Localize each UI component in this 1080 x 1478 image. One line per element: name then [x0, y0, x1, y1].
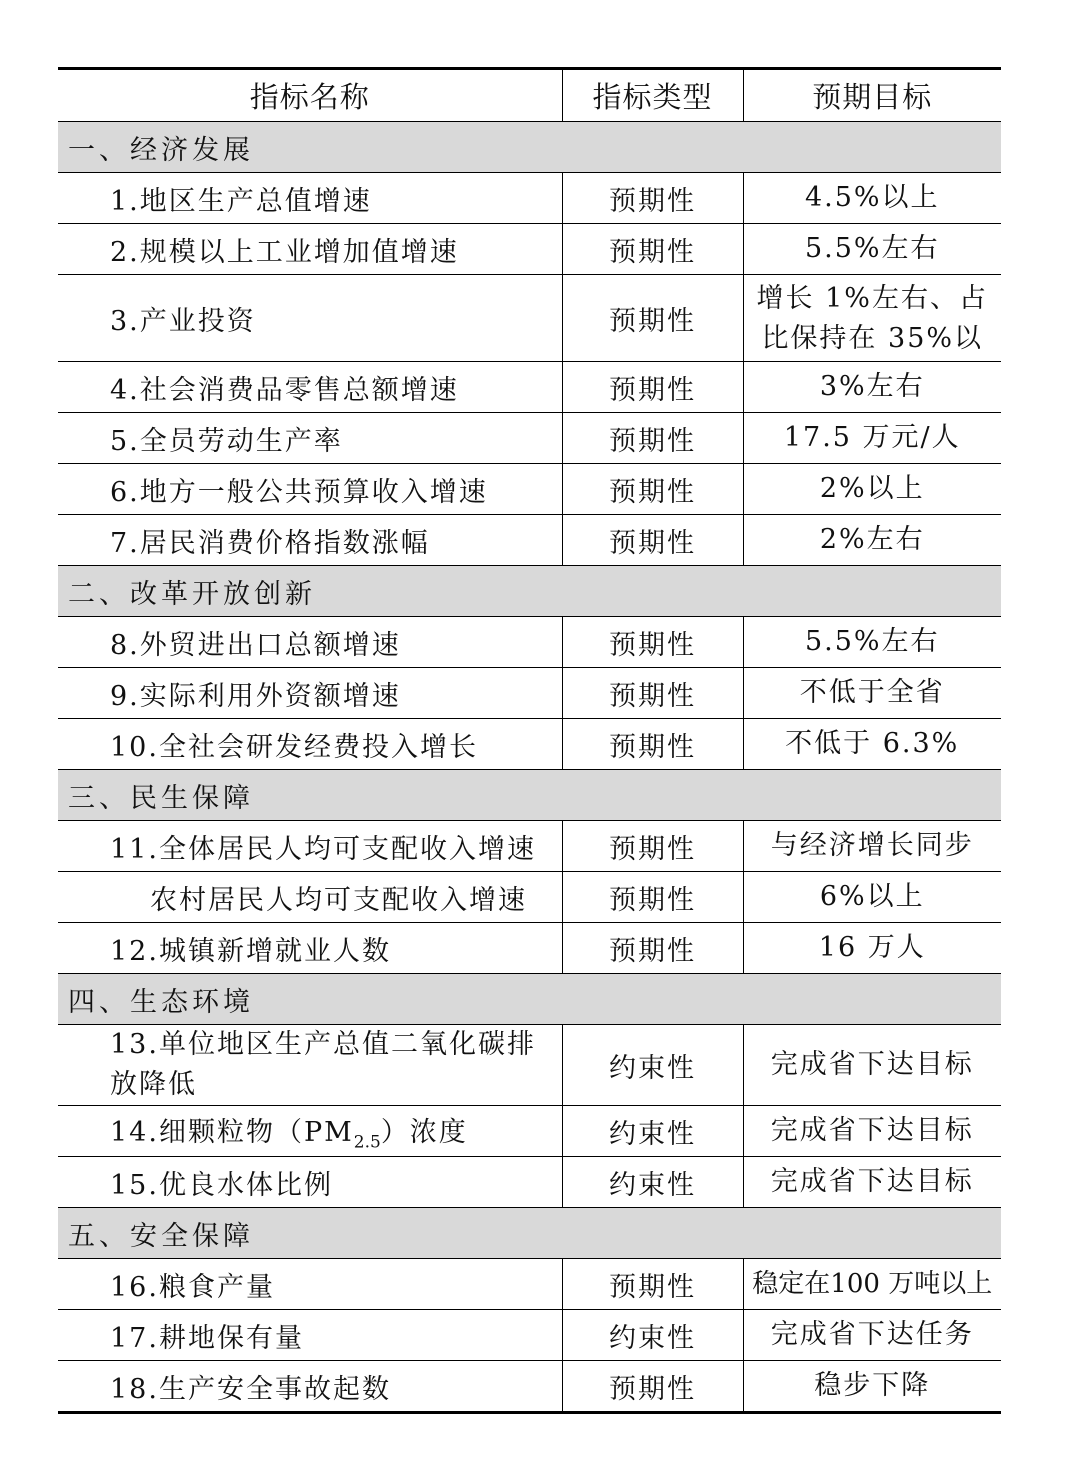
table-row — [58, 1361, 1001, 1413]
indicator-name: 6.地方一般公共预算收入增速 — [58, 464, 562, 515]
section-title: 三、民生保障 — [58, 770, 1001, 821]
indicator-name: 3.产业投资 — [58, 275, 562, 362]
indicator-target: 3%左右 — [743, 362, 1001, 413]
table-row — [58, 362, 1001, 413]
indicator-target: 稳定在100 万吨以上 — [743, 1259, 1001, 1310]
table-row — [58, 872, 1001, 923]
indicator-name: 4.社会消费品零售总额增速 — [58, 362, 562, 413]
table-row — [58, 275, 1001, 362]
indicator-type: 预期性 — [562, 515, 743, 566]
indicator-name: 16.粮食产量 — [58, 1259, 562, 1310]
table-row — [58, 1025, 1001, 1106]
indicator-target: 4.5%以上 — [743, 173, 1001, 224]
indicator-name-prefix: 14.细颗粒物（PM — [110, 1116, 354, 1148]
indicator-type: 预期性 — [562, 413, 743, 464]
indicator-target: 16 万人 — [743, 923, 1001, 974]
indicator-target: 不低于 6.3% — [743, 719, 1001, 770]
indicator-name: 11.全体居民人均可支配收入增速 — [58, 821, 562, 872]
section-title: 四、生态环境 — [58, 974, 1001, 1025]
table-row — [58, 413, 1001, 464]
indicator-type: 预期性 — [562, 668, 743, 719]
indicator-target: 17.5 万元/人 — [743, 413, 1001, 464]
indicator-type: 约束性 — [562, 1157, 743, 1208]
section-row — [58, 974, 1001, 1025]
indicator-name: 8.外贸进出口总额增速 — [58, 617, 562, 668]
indicator-target: 5.5%左右 — [743, 617, 1001, 668]
header-indicator-name: 指标名称 — [58, 69, 562, 122]
indicator-target: 完成省下达目标 — [743, 1106, 1001, 1157]
indicator-target: 完成省下达任务 — [743, 1310, 1001, 1361]
section-title: 二、改革开放创新 — [58, 566, 1001, 617]
section-row — [58, 566, 1001, 617]
indicator-type: 预期性 — [562, 617, 743, 668]
table-row — [58, 515, 1001, 566]
indicator-target: 2%以上 — [743, 464, 1001, 515]
table-row — [58, 617, 1001, 668]
indicator-type: 预期性 — [562, 923, 743, 974]
indicator-type: 预期性 — [562, 1361, 743, 1413]
indicator-type: 预期性 — [562, 224, 743, 275]
table-row — [58, 1259, 1001, 1310]
indicator-type: 预期性 — [562, 872, 743, 923]
indicator-target: 与经济增长同步 — [743, 821, 1001, 872]
indicator-name: 18.生产安全事故起数 — [58, 1361, 562, 1413]
table-row — [58, 1106, 1001, 1157]
indicator-name-suffix: ）浓度 — [380, 1116, 468, 1148]
indicator-type: 预期性 — [562, 1259, 743, 1310]
indicator-name: 7.居民消费价格指数涨幅 — [58, 515, 562, 566]
indicator-type: 约束性 — [562, 1106, 743, 1157]
indicator-type: 预期性 — [562, 719, 743, 770]
section-title: 一、经济发展 — [58, 122, 1001, 173]
indicator-name: 9.实际利用外资额增速 — [58, 668, 562, 719]
indicator-name: 10.全社会研发经费投入增长 — [58, 719, 562, 770]
indicator-name-subscript: 2.5 — [353, 1132, 381, 1153]
table-row — [58, 464, 1001, 515]
table-row — [58, 1157, 1001, 1208]
section-row — [58, 770, 1001, 821]
indicator-target: 完成省下达目标 — [743, 1025, 1001, 1106]
indicator-target: 6%以上 — [743, 872, 1001, 923]
indicator-name: 13.单位地区生产总值二氧化碳排放降低 — [58, 1025, 562, 1106]
indicator-type: 约束性 — [562, 1025, 743, 1106]
indicator-target: 稳步下降 — [743, 1361, 1001, 1413]
indicator-type: 预期性 — [562, 821, 743, 872]
indicator-target: 2%左右 — [743, 515, 1001, 566]
indicator-name: 17.耕地保有量 — [58, 1310, 562, 1361]
indicator-type: 预期性 — [562, 275, 743, 362]
indicator-table — [58, 67, 1001, 1414]
indicator-name: 2.规模以上工业增加值增速 — [58, 224, 562, 275]
indicator-name: 1.地区生产总值增速 — [58, 173, 562, 224]
table-row — [58, 1310, 1001, 1361]
indicator-target: 5.5%左右 — [743, 224, 1001, 275]
table-row — [58, 821, 1001, 872]
indicator-target-cell — [743, 275, 1001, 362]
indicator-target: 完成省下达目标 — [743, 1157, 1001, 1208]
indicator-type: 约束性 — [562, 1310, 743, 1361]
table-row — [58, 719, 1001, 770]
table-row — [58, 923, 1001, 974]
header-indicator-type: 指标类型 — [562, 69, 743, 122]
indicator-target: 不低于全省 — [743, 668, 1001, 719]
indicator-name — [58, 1106, 562, 1157]
table-row — [58, 668, 1001, 719]
table-row — [58, 173, 1001, 224]
indicator-name: 12.城镇新增就业人数 — [58, 923, 562, 974]
header-expected-target: 预期目标 — [743, 69, 1001, 122]
indicator-name: 5.全员劳动生产率 — [58, 413, 562, 464]
section-title: 五、安全保障 — [58, 1208, 1001, 1259]
section-row — [58, 1208, 1001, 1259]
section-row — [58, 122, 1001, 173]
indicator-type: 预期性 — [562, 464, 743, 515]
indicator-name: 15.优良水体比例 — [58, 1157, 562, 1208]
indicator-target: 增长 1%左右、占比保持在 35%以 — [756, 283, 988, 354]
indicator-name: 农村居民人均可支配收入增速 — [58, 872, 562, 923]
table-row — [58, 224, 1001, 275]
table-header-row — [58, 69, 1001, 122]
indicator-type: 预期性 — [562, 362, 743, 413]
indicator-type: 预期性 — [562, 173, 743, 224]
